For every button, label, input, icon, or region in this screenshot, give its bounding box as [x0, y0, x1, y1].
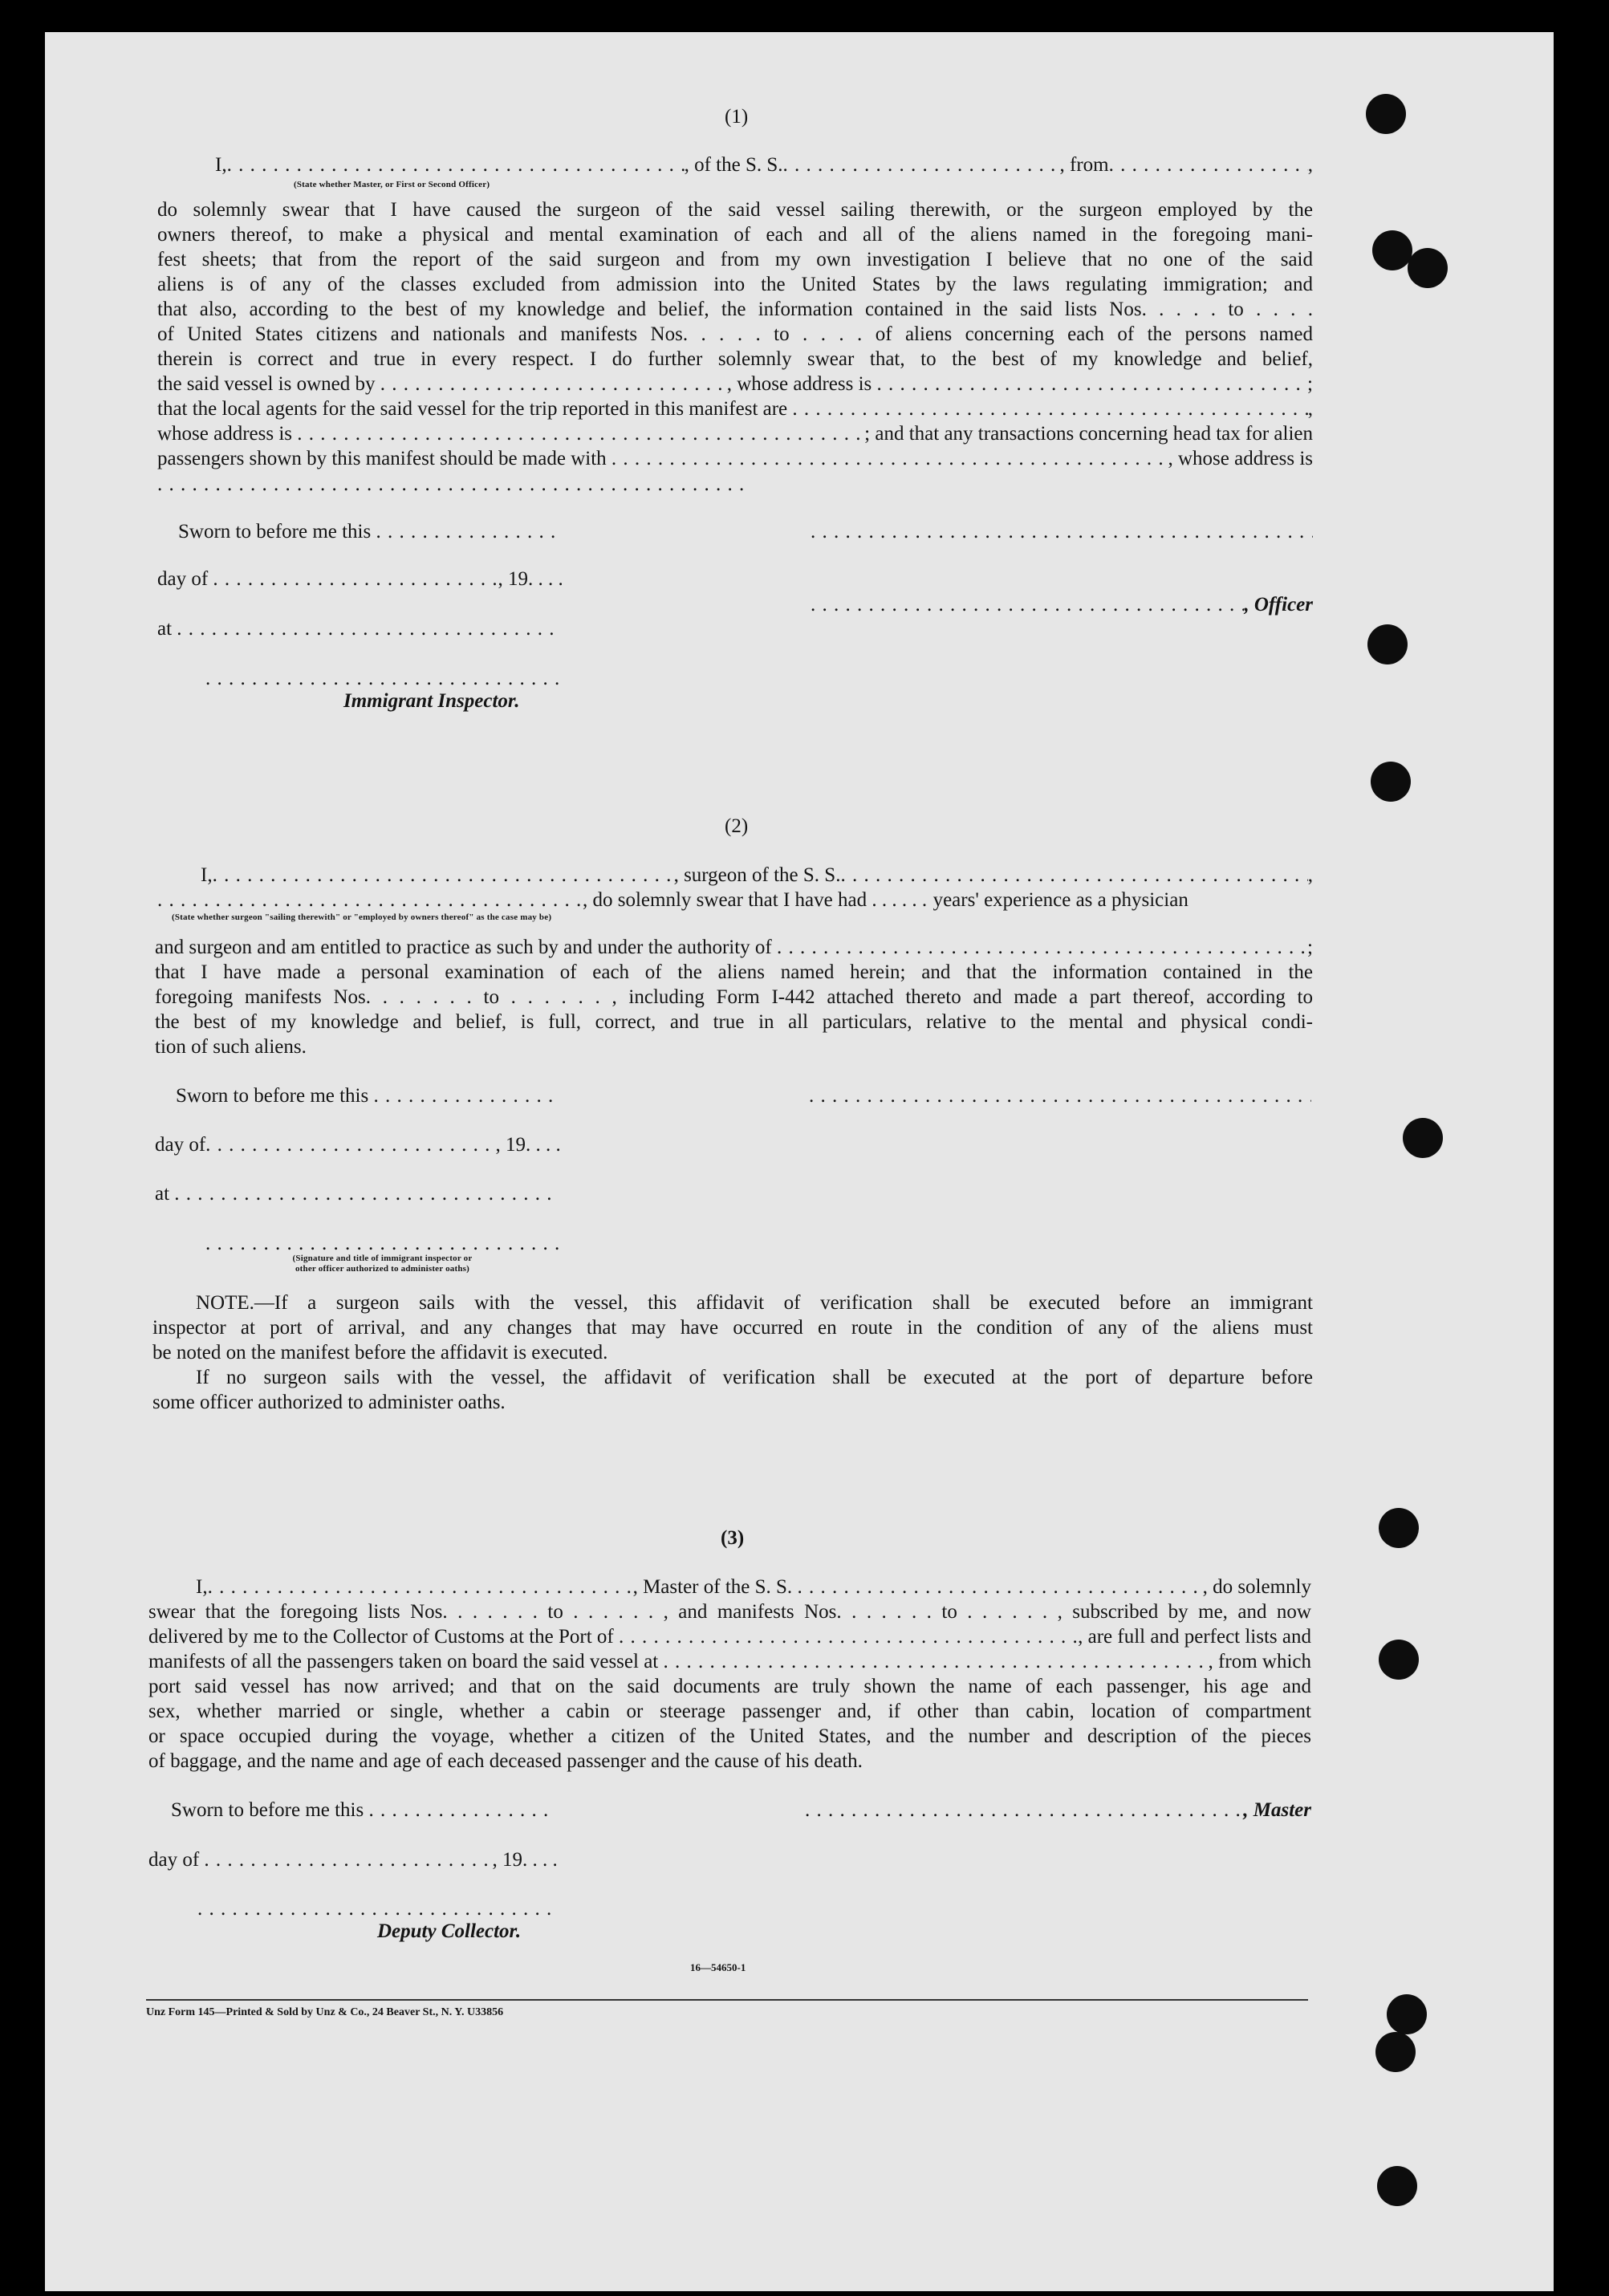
s1-text: whose address is	[157, 423, 293, 445]
s1-text: at	[157, 618, 173, 640]
s1-officer-line	[811, 592, 1313, 617]
s2-sworn-line	[176, 1083, 559, 1108]
s1-body	[157, 197, 1313, 372]
punch-hole	[1403, 1118, 1443, 1158]
s2-text: , 19	[495, 1134, 526, 1156]
s1-text: the said vessel is owned by	[157, 373, 376, 395]
s2-text: at	[155, 1183, 170, 1205]
s3-body-line: or space occupied during the voyage, whether a citizen of the United States, and the number and description of the pieces	[148, 1725, 1311, 1747]
s1-body-line: owners thereof, to make a physical and mental examination of each and all of the aliens named in the foregoing mani-	[157, 224, 1313, 246]
s3-text: day of	[148, 1849, 200, 1871]
blank-field	[213, 863, 674, 888]
s3-text: , 19	[492, 1849, 522, 1871]
punch-hole	[1366, 94, 1406, 134]
s2-text: I,	[201, 864, 213, 886]
blank-field	[205, 1132, 495, 1157]
blank-field	[809, 1083, 1311, 1108]
s2-note-line: NOTE.—If a surgeon sails with the vessel, this affidavit of verification shall be executed before an immigrant	[196, 1292, 1313, 1314]
s3-line-4	[148, 1649, 1311, 1674]
s1-body-line: do solemnly swear that I have caused the surgeon of the said vessel sailing therewith, or the surgeon employed by the	[157, 199, 1313, 221]
blank-field	[783, 152, 1060, 177]
punch-hole	[1372, 230, 1412, 270]
blank-field	[204, 1847, 492, 1872]
blank-field	[227, 152, 685, 177]
s1-line-1	[215, 152, 1313, 177]
s1-text: I,	[215, 154, 227, 176]
s3-line-2: swear that the foregoing lists Nos. . . . . . . to . . . . . . , and manifests Nos. . . . . . . to . . . . . . , subscribed by me, and now	[148, 1601, 1311, 1623]
s1-text: ,	[1307, 154, 1313, 176]
s1-whose-line	[157, 421, 1313, 446]
collector-label: Deputy Collector.	[377, 1920, 522, 1942]
s2-inspector-sig	[205, 1231, 559, 1256]
s1-text: , of the S. S.	[684, 154, 783, 176]
s1-passengers-line	[157, 446, 1313, 471]
blank-field	[368, 1798, 556, 1823]
punch-hole	[1408, 248, 1448, 288]
s3-text: Sworn to before me this	[171, 1799, 364, 1821]
footer-rule	[146, 1999, 1308, 2001]
s2-body	[155, 960, 1313, 1059]
blank-field	[777, 935, 1307, 960]
blank-field	[792, 396, 1307, 421]
punch-hole	[1379, 1508, 1419, 1548]
blank-field	[205, 666, 562, 691]
s2-text: day of	[155, 1134, 206, 1156]
punch-hole	[1367, 624, 1408, 664]
s2-body-line: foregoing manifests Nos. . . . . . . to . . . . . . , including Form I-442 attached thereto and made a part thereof, according to	[155, 986, 1313, 1008]
s3-body-line: port said vessel has now arrived; and that on the said documents are truly shown the name of each passenger, his age and	[148, 1676, 1311, 1697]
blank-field	[157, 472, 751, 497]
s3-line-1	[196, 1575, 1311, 1599]
blank-field	[174, 1181, 559, 1206]
s1-signature-line	[811, 519, 1313, 544]
s2-body-line: that I have made a personal examination of each of the aliens named herein; and that the information contained in the	[155, 961, 1313, 983]
s1-inspector-sig	[205, 666, 562, 691]
blank-field	[872, 888, 928, 912]
s2-text: , surgeon of the S. S.	[673, 864, 841, 886]
s1-owned-line	[157, 372, 1313, 396]
s3-text: I,	[196, 1576, 208, 1598]
s3-day-line	[148, 1847, 556, 1872]
s1-text: ;	[1307, 373, 1313, 395]
blank-field	[177, 616, 562, 641]
blank-field	[213, 567, 498, 591]
section-3-number: (3)	[721, 1527, 745, 1549]
s2-signature-note-line: (Signature and title of immigrant inspector or	[292, 1254, 473, 1263]
s1-sworn-line	[178, 519, 562, 544]
s2-text: years' experience as a physician	[932, 889, 1188, 911]
s2-note: (State whether surgeon "sailing therewith" or "employed by owners thereof" as the case may be)	[172, 912, 552, 922]
blank-field	[208, 1575, 633, 1599]
s2-note-line: some officer authorized to administer oaths.	[152, 1392, 506, 1413]
s1-body-line: that also, according to the best of my knowledge and belief, the information contained in the said lists Nos. . . . . to . . . .	[157, 299, 1313, 320]
s2-day-line	[155, 1132, 559, 1157]
blank-field	[522, 1847, 556, 1872]
inspector-label: Immigrant Inspector.	[343, 690, 520, 712]
s2-note-line: If no surgeon sails with the vessel, the affidavit of verification shall be executed at the port of departure before	[196, 1367, 1313, 1388]
s1-body-line: therein is correct and true in every respect. I do further solemnly swear that, to the best of my knowledge and belief,	[157, 348, 1313, 370]
blank-field	[811, 519, 1313, 544]
s1-day-line	[157, 567, 562, 591]
s2-text: and surgeon and am entitled to practice as such by and under the authority of	[155, 937, 772, 958]
s1-text: Sworn to before me this	[178, 521, 372, 543]
blank-field	[877, 372, 1308, 396]
s1-note: (State whether Master, or First or Second Officer)	[294, 180, 490, 189]
punch-hole	[1371, 762, 1411, 802]
s3-master-line	[805, 1798, 1311, 1823]
s1-agents-line	[157, 396, 1313, 421]
s3-text: , Master of the S. S.	[632, 1576, 793, 1598]
form-code: 16—54650-1	[690, 1961, 746, 1973]
punch-hole	[1375, 2032, 1416, 2072]
s2-authority-line	[155, 935, 1313, 960]
blank-field	[373, 1083, 559, 1108]
blank-field	[376, 519, 562, 544]
s2-note-paragraph-2	[152, 1365, 1313, 1415]
s2-line-2	[157, 888, 1313, 912]
s1-text: ; and that any transactions concerning head tax for alien	[864, 423, 1313, 445]
s3-body	[148, 1674, 1311, 1774]
s2-text: , do solemnly swear that I have had	[583, 889, 867, 911]
s2-text: ;	[1307, 937, 1313, 958]
s3-body-line: sex, whether married or single, whether a cabin or steerage passenger and, if other than cabin, location of compartment	[148, 1701, 1311, 1722]
s1-text: ,	[1307, 398, 1313, 420]
blank-field	[297, 421, 864, 446]
s3-sworn-line	[171, 1798, 556, 1823]
s1-body-line: aliens is of any of the classes excluded from admission into the United States by the laws regulating immigration; and	[157, 274, 1313, 295]
blank-field	[205, 1231, 559, 1256]
s1-text: , from	[1059, 154, 1109, 176]
s3-body-line: of baggage, and the name and age of each deceased passenger and the cause of his death.	[148, 1750, 863, 1772]
s2-note-line: inspector at port of arrival, and any changes that may have occurred en route in the condition of any of the aliens must	[152, 1317, 1313, 1339]
master-label: , Master	[1243, 1799, 1311, 1821]
s2-line-1	[201, 863, 1313, 888]
blank-field	[797, 1575, 1202, 1599]
s2-signature-note-line: other officer authorized to administer oaths)	[295, 1264, 470, 1274]
blank-field	[612, 446, 1168, 471]
s3-text: , from which	[1208, 1651, 1311, 1672]
s2-note-paragraph-1	[152, 1290, 1313, 1365]
blank-field	[157, 888, 583, 912]
blank-field	[619, 1624, 1078, 1649]
s1-body-line: of United States citizens and nationals and manifests Nos. . . . . to . . . . of aliens concerning each of the persons named	[157, 323, 1313, 345]
blank-field	[526, 1132, 559, 1157]
s2-text: Sworn to before me this	[176, 1085, 369, 1107]
blank-field	[663, 1649, 1208, 1674]
s3-line-3	[148, 1624, 1311, 1649]
s1-text: day of	[157, 568, 209, 590]
blank-field	[805, 1798, 1243, 1823]
blank-field	[811, 592, 1244, 617]
punch-hole	[1377, 2166, 1417, 2206]
s3-text: , are full and perfect lists and	[1078, 1626, 1311, 1648]
s2-at-line	[155, 1181, 559, 1206]
punch-hole	[1379, 1640, 1419, 1680]
s1-text: , whose address is	[1168, 448, 1313, 469]
s1-dotted-line	[157, 472, 751, 497]
punch-hole	[1387, 1994, 1427, 2034]
s3-text: , do solemnly	[1202, 1576, 1311, 1598]
printer-imprint: Unz Form 145—Printed & Sold by Unz & Co., 24 Beaver St., N. Y. U33856	[146, 2006, 504, 2018]
s1-text: that the local agents for the said vessel for the trip reported in this manifest are	[157, 398, 788, 420]
s2-body-line: the best of my knowledge and belief, is full, correct, and true in all particulars, relative to the mental and physical condi-	[155, 1011, 1313, 1033]
section-2-number: (2)	[725, 815, 749, 837]
blank-field	[528, 567, 562, 591]
s1-text: passengers shown by this manifest should be made with	[157, 448, 607, 469]
s1-at-line	[157, 616, 562, 641]
blank-field	[1109, 152, 1308, 177]
s3-text: manifests of all the passengers taken on board the said vessel at	[148, 1651, 659, 1672]
officer-label: , Officer	[1244, 594, 1313, 616]
s2-signature-line	[809, 1083, 1311, 1108]
s3-collector-sig	[197, 1896, 556, 1921]
s2-note-line: be noted on the manifest before the affidavit is executed.	[152, 1342, 608, 1363]
s1-text: , whose address is	[726, 373, 872, 395]
blank-field	[840, 863, 1307, 888]
s2-text: ,	[1307, 864, 1313, 886]
s2-signature-note	[205, 1254, 559, 1274]
s3-text: delivered by me to the Collector of Customs at the Port of	[148, 1626, 614, 1648]
s1-text: , 19	[498, 568, 528, 590]
blank-field	[197, 1896, 556, 1921]
section-1-number: (1)	[725, 106, 749, 128]
blank-field	[380, 372, 727, 396]
s1-body-line: fest sheets; that from the report of the said surgeon and from my own investigation I believe that no one of the said	[157, 249, 1313, 270]
s2-body-line: tion of such aliens.	[155, 1036, 307, 1058]
